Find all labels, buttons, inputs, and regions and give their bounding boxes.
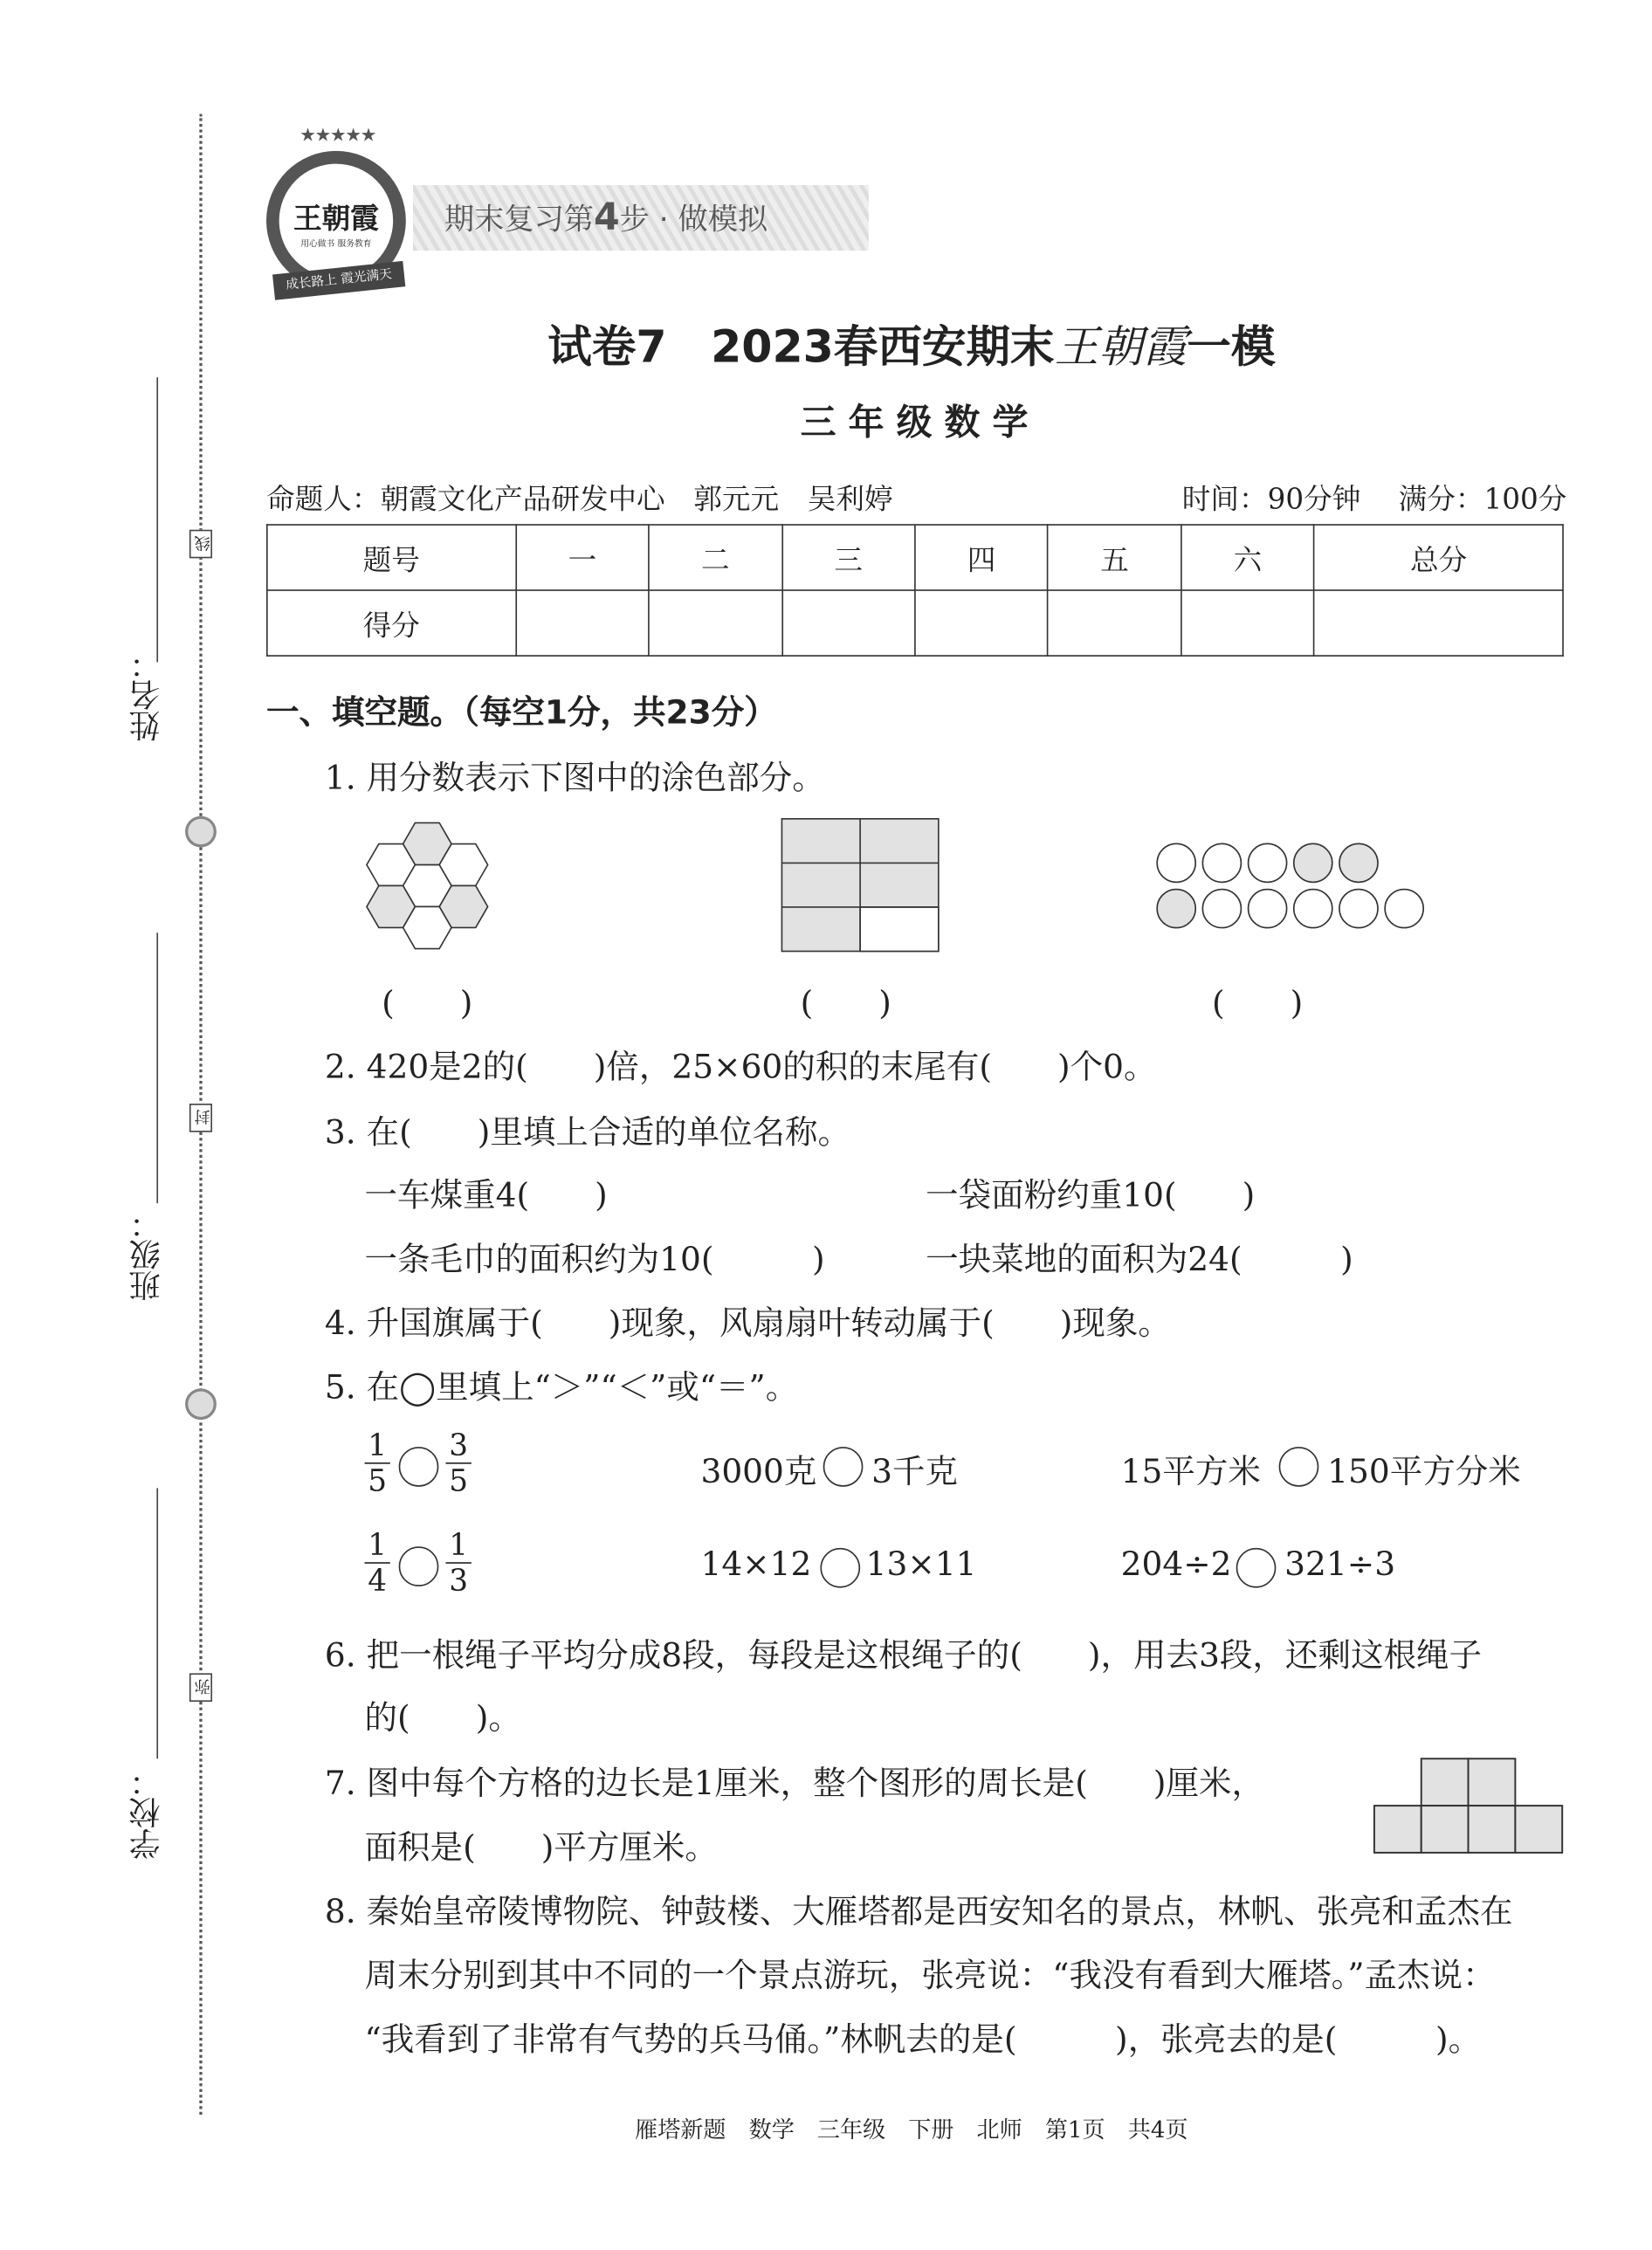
question-3b: 一袋面粉约重10( )	[926, 1177, 1256, 1215]
table-row: 题号 一 二 三 四 五 六 总分	[267, 525, 1563, 590]
question-5: 5. 在◯里填上“＞”“＜”或“＝”。	[324, 1370, 799, 1407]
compare-left: 3000克	[700, 1454, 817, 1491]
fraction: $\frac{1}{4}$	[365, 1528, 390, 1598]
question-3: 3. 在( )里填上合适的单位名称。	[324, 1115, 851, 1153]
compare-right: 150平方分米	[1327, 1454, 1521, 1491]
rectangle-grid-figure	[781, 817, 943, 954]
compare-circle[interactable]	[399, 1447, 439, 1487]
logo: ★★★★★ 王朝霞 用心做书 服务教育 成长路上 霞光满天	[259, 126, 416, 304]
question-4: 4. 升国旗属于( )现象，风扇扇叶转动属于( )现象。	[324, 1305, 1171, 1344]
fraction: $\frac{1}{3}$	[446, 1528, 472, 1598]
school-line	[156, 1488, 158, 1758]
compare-left: 15平方米	[1120, 1454, 1261, 1491]
question-1: 1. 用分数表示下图中的涂色部分。	[324, 760, 825, 798]
section-title: 一、填空题。（每空1分，共23分）	[265, 694, 777, 733]
question-7-cont: 面积是( )平方厘米。	[364, 1829, 718, 1868]
grid-shape-figure	[1373, 1758, 1566, 1857]
hexagon-figure	[356, 815, 499, 957]
name-label: 姓名：	[129, 648, 166, 742]
circles-figure	[1153, 843, 1427, 929]
question-8-cont2: “我看到了非常有气势的兵马俑。”林帆去的是( )，张亮去的是( )。	[364, 2022, 1482, 2060]
table-row: 得分	[267, 590, 1563, 656]
swirl-icon	[185, 816, 217, 848]
question-8-cont: 周末分别到其中不同的一个景点游玩，张亮说：“我没有看到大雁塔。”孟杰说：	[364, 1958, 1496, 1996]
compare-right: 3千克	[871, 1454, 959, 1491]
seal-xian: 线	[189, 530, 212, 559]
page-title: 试卷7 2023春西安期末王朝霞一模	[547, 321, 1276, 374]
question-2: 2. 420是2的( )倍，25×60的积的末尾有( )个0。	[324, 1049, 1157, 1087]
question-3c: 一条毛巾的面积约为10( )	[364, 1242, 825, 1279]
compare-circle[interactable]	[1279, 1447, 1319, 1487]
stars-icon: ★★★★★	[299, 125, 375, 147]
score-table	[266, 524, 1564, 657]
fraction: $\frac{3}{5}$	[446, 1428, 472, 1498]
authors: 命题人：朝霞文化产品研发中心 郭元元 吴利婷	[265, 481, 893, 516]
compare-right: 321÷3	[1284, 1546, 1396, 1584]
compare-circle[interactable]	[399, 1546, 439, 1586]
answer-blank[interactable]: ( )	[382, 985, 473, 1023]
question-8: 8. 秦始皇帝陵博物院、钟鼓楼、大雁塔都是西安知名的景点，林帆、张亮和孟杰在	[324, 1894, 1513, 1931]
compare-circle[interactable]	[1236, 1548, 1277, 1588]
answer-blank[interactable]: ( )	[1211, 985, 1304, 1023]
swirl-icon	[185, 1388, 217, 1420]
question-3a: 一车煤重4( )	[364, 1177, 608, 1215]
compare-circle[interactable]	[820, 1548, 860, 1588]
fraction: $\frac{1}{5}$	[365, 1428, 390, 1498]
class-line	[156, 932, 158, 1203]
compare-left: 204÷2	[1120, 1546, 1232, 1584]
seal-feng: 封	[189, 1104, 212, 1132]
seal-mi: 弥	[189, 1673, 212, 1702]
compare-circle[interactable]	[823, 1447, 864, 1487]
brand-signature: 王朝霞	[1054, 321, 1187, 374]
school-label: 学校：	[129, 1765, 166, 1861]
compare-left: 14×12	[700, 1546, 812, 1584]
time-limit: 时间：90分钟	[1181, 481, 1361, 516]
question-6-cont: 的( )。	[364, 1700, 521, 1737]
step-banner: 期末复习第4步 · 做模拟	[413, 185, 869, 251]
question-7: 7. 图中每个方格的边长是1厘米，整个图形的周长是( )厘米，	[324, 1765, 1265, 1803]
compare-right: 13×11	[865, 1546, 977, 1584]
answer-blank[interactable]: ( )	[800, 985, 891, 1023]
class-label: 班级：	[129, 1208, 166, 1302]
question-3d: 一块菜地的面积为24( )	[926, 1242, 1353, 1279]
full-score: 满分：100分	[1398, 481, 1567, 516]
page-footer: 雁塔新题 数学 三年级 下册 北师 第1页 共4页	[635, 2116, 1188, 2143]
subtitle: 三 年 级 数 学	[800, 401, 1029, 444]
question-6: 6. 把一根绳子平均分成8段，每段是这根绳子的( )，用去3段，还剩这根绳子	[324, 1637, 1483, 1675]
